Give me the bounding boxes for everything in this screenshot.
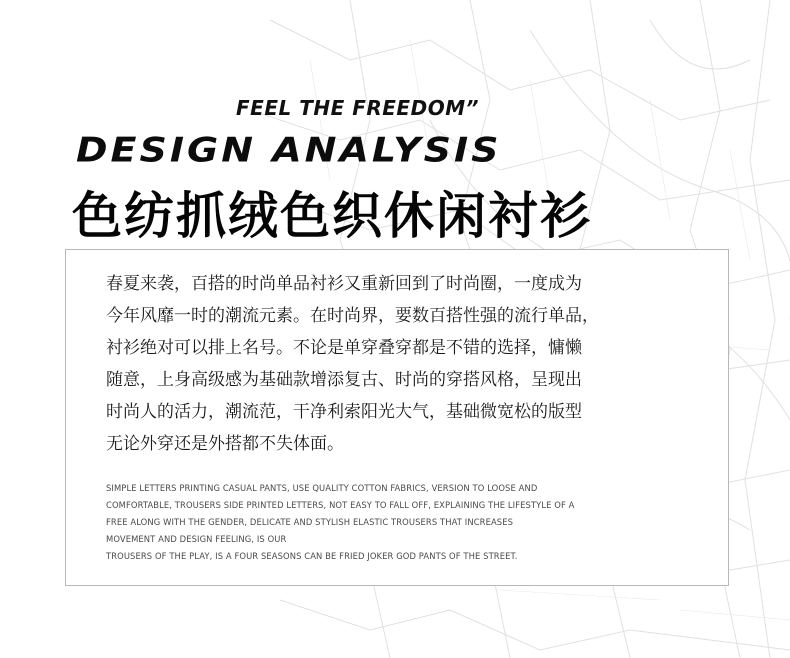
english-description [106, 480, 706, 565]
description-panel [65, 249, 729, 586]
cn-line: 衬衫绝对可以排上名号。不论是单穿叠穿都是不错的选择，慵懒 [106, 338, 582, 358]
cn-line: 春夏来袭，百搭的时尚单品衬衫又重新回到了时尚圈，一度成为 [106, 274, 582, 294]
chinese-description [106, 268, 706, 460]
cn-line: 时尚人的活力，潮流范，干净利索阳光大气，基础微宽松的版型 [106, 402, 582, 422]
en-line: MOVEMENT AND DESIGN FEELING, IS OUR [106, 534, 287, 544]
product-title: 色纺抓绒色织休闲衬衫 [72, 187, 592, 245]
en-line: FREE ALONG WITH THE GENDER, DELICATE AND STYLISH ELASTIC TROUSERS THAT INCREASES [106, 517, 514, 527]
cn-line: 随意，上身高级感为基础款增添复古、时尚的穿搭风格，呈现出 [106, 370, 582, 390]
en-line: COMFORTABLE, TROUSERS SIDE PRINTED LETTERS, NOT EASY TO FALL OFF, EXPLAINING THE LIFESTYLE OF A [106, 500, 575, 510]
tagline: FEEL THE FREEDOM” [236, 96, 479, 120]
en-line: TROUSERS OF THE PLAY, IS A FOUR SEASONS CAN BE FRIED JOKER GOD PANTS OF THE STREET. [106, 551, 518, 561]
design-analysis-heading: DESIGN ANALYSIS [76, 130, 502, 170]
en-line: SIMPLE LETTERS PRINTING CASUAL PANTS, USE QUALITY COTTON FABRICS, VERSION TO LOOSE AND [106, 483, 538, 493]
cn-line: 今年风靡一时的潮流元素。在时尚界，要数百搭性强的流行单品， [106, 306, 599, 326]
cn-line: 无论外穿还是外搭都不失体面。 [106, 434, 344, 454]
